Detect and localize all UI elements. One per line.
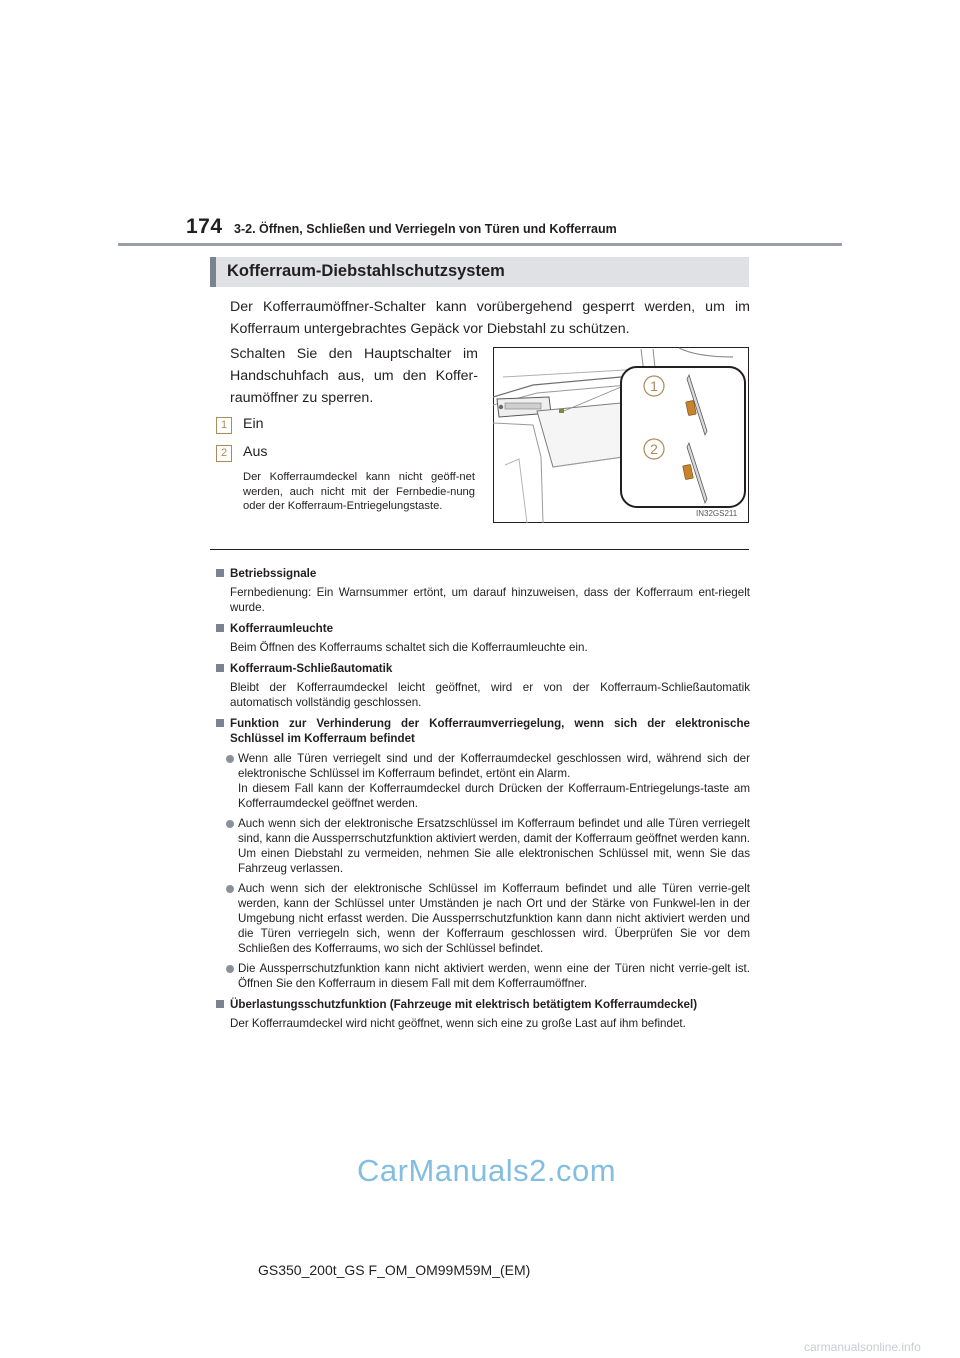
square-bullet-icon — [216, 569, 224, 577]
note-heading-ueberlastung — [216, 997, 750, 1012]
manual-code: GS350_200t_GS F_OM_OM99M59M_(EM) — [258, 1262, 531, 1278]
note-heading-text: Betriebssignale — [230, 567, 317, 580]
notes-section — [216, 560, 750, 1031]
square-bullet-icon — [216, 1000, 224, 1008]
note-heading-verriegelung — [216, 716, 750, 746]
bullet-item-2 — [216, 816, 750, 876]
bullet-text: Die Aussperrschutzfunktion kann nicht aktiviert werden, wenn eine der Türen nicht verrie-gelt ist. Öffnen Sie den Kofferraum in diesem Fall mit dem Kofferraumöffner. — [238, 962, 750, 990]
callout-1-label: 1 — [650, 378, 658, 394]
figure-code: IN32GS211 — [696, 509, 738, 518]
bullet-text: Auch wenn sich der elektronische Ersatzschlüssel im Kofferraum befindet und alle Türen verriegelt sind, kann die Aussperrschutzfunktion aktiviert werden, damit der Kofferraum geöffnet werden kann. Um einen Diebstahl zu vermeiden, nehmen Sie alle elektronischen Schlüssel mit, wenn Sie das Fahrzeug verlassen. — [238, 817, 750, 875]
note-heading-text: Funktion zur Verhinderung der Kofferraumverriegelung, wenn sich der elektronische Schlüssel im Kofferraum befindet — [230, 717, 750, 745]
bullet-item-3 — [216, 881, 750, 956]
section-title: Kofferraum-Diebstahlschutzsystem — [227, 262, 505, 280]
glovebox-switch-figure — [493, 347, 749, 523]
bullet-item-1 — [216, 751, 750, 811]
square-bullet-icon — [216, 719, 224, 727]
round-bullet-icon — [226, 820, 234, 828]
option-label-aus: Aus — [243, 444, 268, 460]
option-number-1: 1 — [216, 417, 232, 434]
note-heading-text: Kofferraumleuchte — [230, 622, 334, 635]
watermark-text: CarManuals2.com — [357, 1153, 617, 1188]
glovebox-illustration — [493, 347, 749, 523]
callout-2-label: 2 — [650, 441, 658, 457]
option-label-ein: Ein — [243, 416, 264, 432]
note-heading-kofferraumleuchte — [216, 621, 750, 636]
note-text-betriebssignale: Fernbedienung: Ein Warnsummer ertönt, um darauf hinzuweisen, dass der Kofferraum ent-riegelt wurde. — [230, 586, 750, 614]
square-bullet-icon — [216, 664, 224, 672]
bullet-text: Auch wenn sich der elektronische Schlüssel im Kofferraum befindet und alle Türen verrie-gelt werden, kann der Schlüssel unter Umständen je nach Ort und der Stärke von Funkwel-len in der Umgebung nicht erfasst werden. Die Aussperrschutzfunktion kann dann nicht aktiviert werden und die Türen verriegeln sich, wenn der Kofferraum geschlossen wird. Überprüfen Sie vor dem Schließen des Kofferraums, wo sich der Schlüssel befindet. — [238, 882, 750, 955]
bullet-item-4 — [216, 961, 750, 991]
instruction-paragraph: Schalten Sie den Hauptschalter im Handschuhfach aus, um den Koffer-raumöffner zu sperren. — [230, 346, 478, 406]
note-text-schliessautomatik: Bleibt der Kofferraumdeckel leicht geöffnet, wird er von der Kofferraum-Schließautomatik automatisch vollständig geschlossen. — [230, 681, 750, 709]
option-note: Der Kofferraumdeckel kann nicht geöff-net werden, auch nicht mit der Fernbedie-nung oder der Kofferraum-Entriegelungstaste. — [243, 471, 475, 512]
note-heading-text: Kofferraum-Schließautomatik — [230, 662, 393, 675]
square-bullet-icon — [216, 624, 224, 632]
note-text-ueberlastung: Der Kofferraumdeckel wird nicht geöffnet, wenn sich eine zu große Last auf ihm befindet. — [230, 1017, 686, 1030]
intro-paragraph: Der Kofferraumöffner-Schalter kann vorübergehend gesperrt werden, um im Kofferraum untergebrachtes Gepäck vor Diebstahl zu schützen. — [230, 299, 750, 337]
note-heading-schliessautomatik — [216, 661, 750, 676]
chapter-title: 3-2. Öffnen, Schließen und Verriegeln von Türen und Kofferraum — [234, 222, 617, 236]
section-header-accent — [210, 257, 216, 287]
figure-divider — [210, 549, 749, 550]
page-number: 174 — [186, 215, 223, 238]
site-mark: carmanualsonline.info — [804, 1340, 921, 1354]
note-heading-betriebssignale — [216, 566, 750, 581]
round-bullet-icon — [226, 885, 234, 893]
bullet-text-extra: In diesem Fall kann der Kofferraumdeckel durch Drücken der Kofferraum-Entriegelungs-taste am Kofferraumdeckel geöffnet werden. — [238, 782, 750, 810]
note-text-kofferraumleuchte: Beim Öffnen des Kofferraums schaltet sich die Kofferraumleuchte ein. — [230, 641, 588, 654]
round-bullet-icon — [226, 755, 234, 763]
round-bullet-icon — [226, 965, 234, 973]
header-divider — [118, 243, 842, 246]
note-heading-text: Überlastungsschutzfunktion (Fahrzeuge mit elektrisch betätigtem Kofferraumdeckel) — [230, 998, 698, 1011]
bullet-text: Wenn alle Türen verriegelt sind und der Kofferraumdeckel geschlossen wird, während sich der elektronische Schlüssel im Kofferraum befindet, ertönt ein Alarm. — [238, 752, 750, 780]
option-number-2: 2 — [216, 445, 232, 462]
